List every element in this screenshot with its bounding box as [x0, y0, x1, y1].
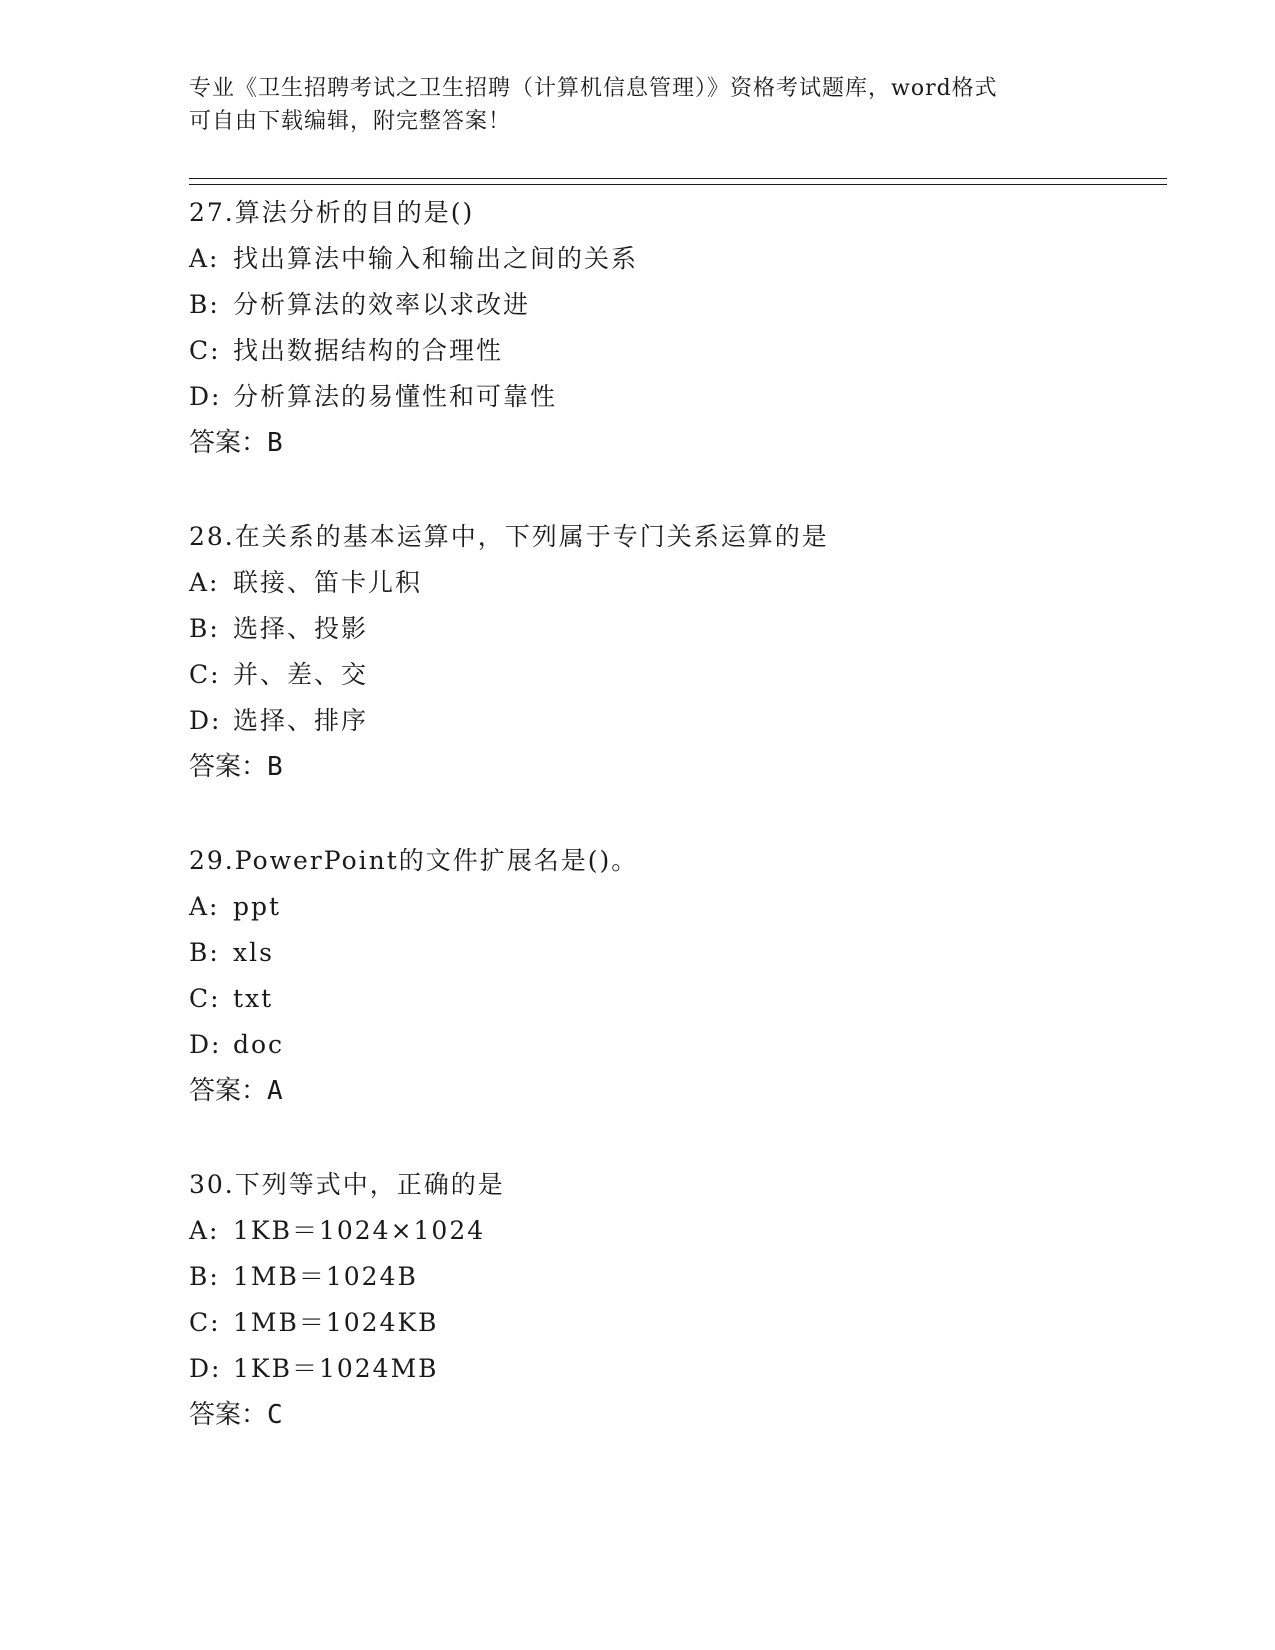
question-stem: 29.PowerPoint的文件扩展名是()。: [189, 846, 639, 875]
option-label: C:: [189, 336, 221, 365]
option-text: 选择、投影: [233, 614, 369, 643]
question-29: [189, 838, 1169, 1114]
option-b: [189, 282, 1169, 328]
option-text: 选择、排序: [233, 706, 369, 735]
option-b: [189, 1254, 1169, 1300]
header-divider-bottom: [189, 184, 1167, 185]
document-header: [189, 72, 1089, 138]
header-line-2: 可自由下载编辑，附完整答案！: [189, 109, 512, 134]
header-divider-top: [189, 178, 1167, 179]
option-label: B:: [189, 290, 220, 319]
option-label: B:: [189, 614, 220, 643]
option-text: 1KB＝1024×1024: [233, 1216, 486, 1245]
option-text: txt: [233, 984, 274, 1013]
answer-line: 答案：C: [189, 1400, 283, 1430]
option-label: D:: [189, 1354, 222, 1383]
option-b: [189, 930, 1169, 976]
option-d: [189, 374, 1169, 420]
option-b: [189, 606, 1169, 652]
option-label: D:: [189, 1030, 222, 1059]
option-text: 分析算法的效率以求改进: [233, 290, 531, 319]
option-text: 找出数据结构的合理性: [233, 336, 504, 365]
option-label: C:: [189, 984, 221, 1013]
option-text: 并、差、交: [233, 660, 369, 689]
answer-line: 答案：B: [189, 428, 283, 458]
option-label: A:: [189, 1216, 220, 1245]
question-list: [189, 190, 1169, 1486]
option-a: [189, 884, 1169, 930]
option-d: [189, 698, 1169, 744]
option-label: D:: [189, 706, 222, 735]
option-label: B:: [189, 938, 220, 967]
option-text: 联接、笛卡儿积: [233, 568, 423, 597]
answer-line: 答案：A: [189, 1076, 283, 1106]
option-text: ppt: [233, 892, 282, 921]
option-c: [189, 1300, 1169, 1346]
option-label: A:: [189, 244, 220, 273]
option-label: C:: [189, 1308, 221, 1337]
option-text: 1KB＝1024MB: [233, 1354, 439, 1383]
option-label: C:: [189, 660, 221, 689]
question-stem: 30.下列等式中，正确的是: [189, 1170, 505, 1199]
question-30: [189, 1162, 1169, 1438]
header-line-1: 专业《卫生招聘考试之卫生招聘（计算机信息管理）》资格考试题库，word格式: [189, 76, 998, 101]
option-c: [189, 976, 1169, 1022]
option-label: A:: [189, 892, 220, 921]
option-d: [189, 1022, 1169, 1068]
question-28: [189, 514, 1169, 790]
option-a: [189, 236, 1169, 282]
option-text: xls: [233, 938, 274, 967]
option-text: 1MB＝1024KB: [233, 1308, 439, 1337]
question-stem: 28.在关系的基本运算中，下列属于专门关系运算的是: [189, 522, 829, 551]
option-d: [189, 1346, 1169, 1392]
option-text: 找出算法中输入和输出之间的关系: [233, 244, 639, 273]
option-label: A:: [189, 568, 220, 597]
question-27: [189, 190, 1169, 466]
option-a: [189, 560, 1169, 606]
option-text: 1MB＝1024B: [233, 1262, 418, 1291]
option-label: B:: [189, 1262, 220, 1291]
answer-line: 答案：B: [189, 752, 283, 782]
question-stem: 27.算法分析的目的是(): [189, 198, 475, 227]
option-c: [189, 652, 1169, 698]
option-c: [189, 328, 1169, 374]
option-a: [189, 1208, 1169, 1254]
option-text: doc: [233, 1030, 285, 1059]
option-text: 分析算法的易懂性和可靠性: [233, 382, 558, 411]
option-label: D:: [189, 382, 222, 411]
